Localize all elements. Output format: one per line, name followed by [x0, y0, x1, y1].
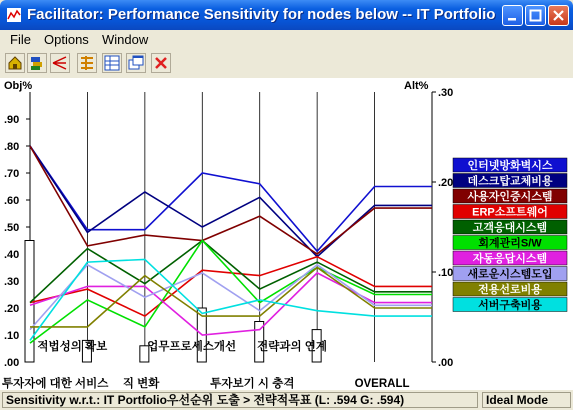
left-tick-label: .30 [4, 276, 20, 288]
status-text: Sensitivity w.r.t.: IT Portfolio우선순위 도출 > 전략적목표 (L: .594 G: .594) [2, 392, 478, 408]
grid-icon [78, 54, 96, 72]
title-bar[interactable] [0, 0, 573, 30]
category-label: 직 변화 [122, 378, 160, 390]
category-label: 적법성의 확보 [37, 341, 108, 353]
right-tick-label: .00 [438, 357, 454, 369]
legend-label: 고객응대시스템 [472, 222, 548, 234]
series-line [30, 268, 432, 327]
legend-label: 서버구축비용 [478, 299, 542, 312]
series-line [30, 146, 432, 251]
category-label: 투자보기 시 충격 [210, 378, 295, 390]
home-button[interactable] [5, 53, 25, 73]
left-tick-label: .80 [4, 141, 20, 153]
home-icon [6, 54, 24, 72]
left-tick-label: .70 [4, 168, 20, 180]
legend-label: 자동응답시스템 [472, 253, 548, 265]
left-tick-label: .20 [4, 303, 20, 315]
performance-sensitivity-graph[interactable] [0, 78, 573, 390]
left-tick-label: .90 [4, 114, 20, 126]
sensitivity-chart[interactable] [0, 78, 573, 390]
toolbar [0, 52, 573, 76]
window-title: Facilitator: Performance Sensitivity for nodes below -- IT Portfolio [27, 6, 496, 23]
grid-button[interactable] [77, 53, 97, 73]
maximize-icon [526, 6, 545, 25]
left-tick-label: .60 [4, 195, 20, 207]
status-mode: Ideal Mode [482, 392, 571, 408]
menu-file[interactable]: File [10, 32, 31, 47]
status-bar [0, 391, 573, 410]
app-icon [6, 7, 22, 23]
right-tick-label: .20 [438, 177, 454, 189]
category-label: 업무프로세스개선 [147, 341, 237, 353]
series-line [30, 265, 432, 330]
right-tick-label: .30 [438, 87, 454, 99]
category-label: 전략과의 연계 [257, 341, 328, 353]
menu-window[interactable]: Window [102, 32, 149, 47]
legend-label: 사용자인증시스템 [467, 191, 553, 203]
category-label: 투자자에 대한 서비스 [2, 378, 109, 390]
legend-label: 새로운시스템도입 [467, 268, 553, 281]
minimize-button[interactable] [502, 5, 523, 26]
left-tick-label: .00 [4, 357, 20, 369]
left-axis-label: Obj% [4, 80, 33, 92]
left-tick-label: .40 [4, 249, 20, 261]
category-label: OVERALL [354, 378, 410, 390]
close-icon [549, 6, 568, 25]
triangle-icon [51, 54, 69, 72]
right-tick-label: .10 [438, 267, 454, 279]
menu-bar [0, 30, 573, 50]
stack-icon [28, 54, 46, 72]
stack-button[interactable] [27, 53, 47, 73]
table-icon [103, 54, 121, 72]
legend-label: 데스크탑교체비용 [467, 175, 553, 188]
minimize-icon [503, 6, 522, 25]
left-tick-label: .50 [4, 222, 20, 234]
windows-icon [127, 54, 145, 72]
delete-button[interactable] [151, 53, 171, 73]
maximize-button[interactable] [525, 5, 546, 26]
triangle-button[interactable] [50, 53, 70, 73]
legend-label: 인터넷방화벽시스 [467, 160, 553, 172]
windows-button[interactable] [126, 53, 146, 73]
series-line [30, 146, 432, 254]
right-axis-label: Alt% [404, 80, 429, 92]
table-button[interactable] [102, 53, 122, 73]
legend-label: ERP소프트웨어 [472, 206, 548, 219]
legend-label: 전용선로비용 [478, 284, 542, 296]
delete-icon [152, 54, 170, 72]
menu-options[interactable]: Options [44, 32, 89, 47]
series-line [30, 146, 432, 257]
close-button[interactable] [548, 5, 569, 26]
left-tick-label: .10 [4, 330, 20, 342]
legend-label: 회계관리S/W [478, 237, 542, 250]
